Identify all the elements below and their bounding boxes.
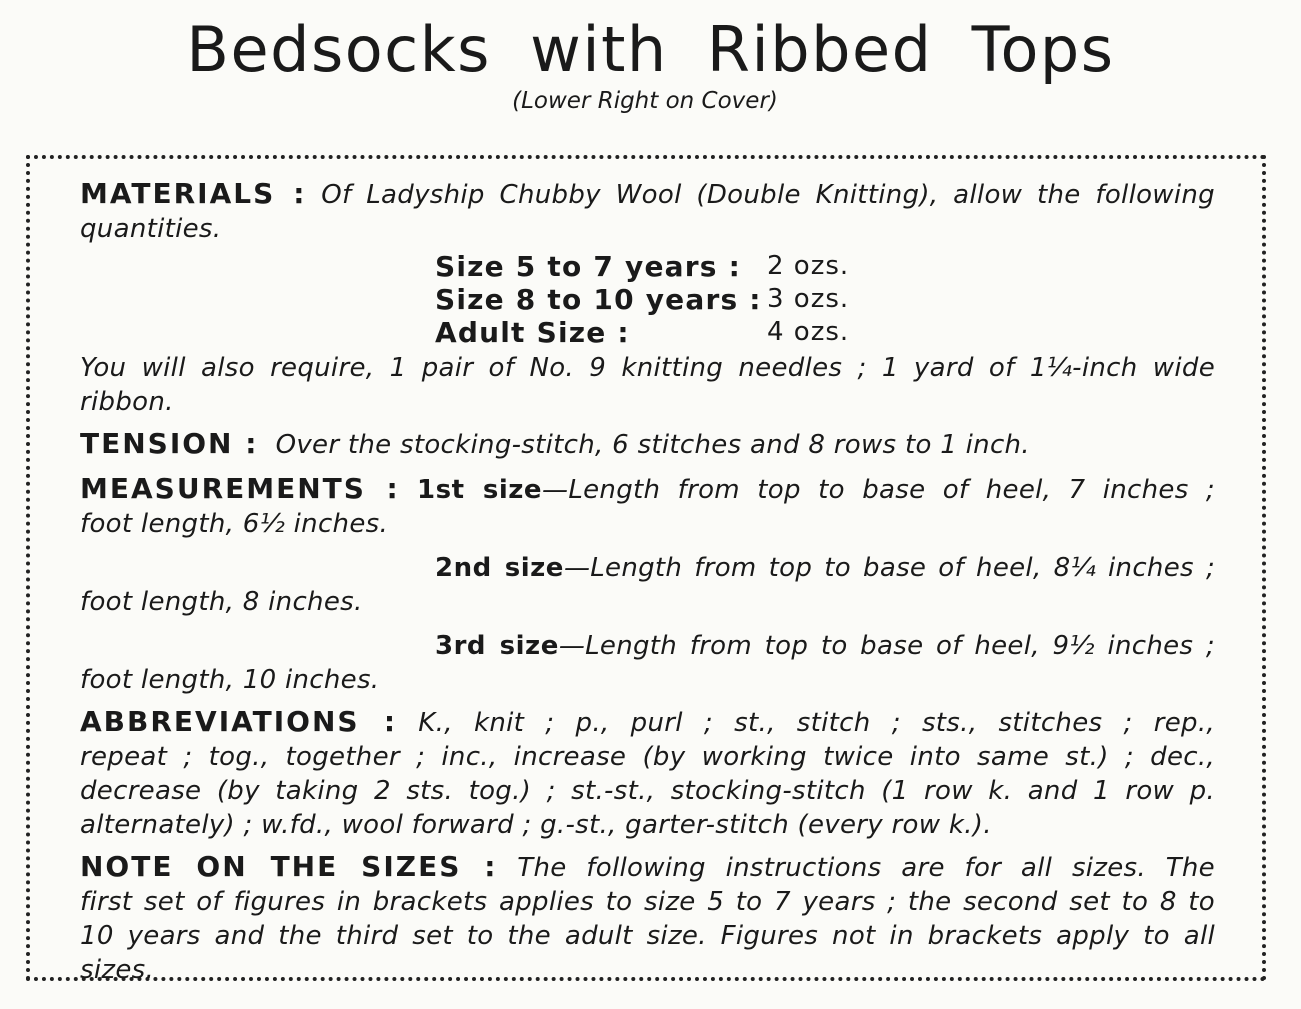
size-row bbox=[435, 250, 1215, 283]
size-label: Adult Size : bbox=[435, 316, 630, 349]
size-row bbox=[435, 283, 1215, 316]
page-title: Bedsocks with Ribbed Tops bbox=[186, 13, 1115, 86]
materials-heading: MATERIALS : bbox=[80, 177, 307, 210]
abbreviations-heading: ABBREVIATIONS : bbox=[80, 705, 398, 738]
note-line-4: sizes. bbox=[80, 955, 155, 985]
measurement-size-label: 3rd size bbox=[435, 631, 559, 661]
measurement-size-label: 1st size bbox=[417, 475, 543, 505]
materials-line-1 bbox=[80, 177, 1215, 212]
measurement-detail: —Length from top to base of heel, 8¼ inches ; bbox=[563, 553, 1215, 583]
abbreviations-line-2: repeat ; tog., together ; inc., increase (by working twice into same st.) ; dec., bbox=[80, 742, 1215, 772]
size-quantity: 3 ozs. bbox=[767, 284, 850, 314]
materials-text: Of Ladyship Chubby Wool (Double Knitting), allow the following bbox=[321, 180, 1215, 210]
pattern-content bbox=[80, 177, 1215, 987]
tension-text: Over the stocking-stitch, 6 stitches and 8 rows to 1 inch. bbox=[275, 430, 1030, 460]
note-line-1 bbox=[80, 850, 1215, 885]
measurement-size-label: 2nd size bbox=[435, 553, 564, 583]
measurement-detail: —Length from top to base of heel, 9½ inches ; bbox=[558, 631, 1215, 661]
abbreviations-line-4: alternately) ; w.fd., wool forward ; g.-st., garter-stitch (every row k.). bbox=[80, 810, 992, 840]
size-label: Size 5 to 7 years : bbox=[435, 250, 741, 283]
note-text: The following instructions are for all sizes. The bbox=[517, 853, 1215, 883]
size-row bbox=[435, 316, 1215, 349]
measurement-foot: foot length, 6½ inches. bbox=[80, 509, 389, 539]
measurements-heading: MEASUREMENTS : bbox=[80, 472, 400, 505]
tension-section bbox=[80, 427, 1215, 462]
abbreviations-line-3: decrease (by taking 2 sts. tog.) ; st.-st., stocking-stitch (1 row k. and 1 row p. bbox=[80, 776, 1215, 806]
measurement-detail: —Length from top to base of heel, 7 inches ; bbox=[542, 475, 1215, 505]
note-line-3: 10 years and the third set to the adult size. Figures not in brackets apply to all bbox=[80, 921, 1215, 951]
measurement-line-1 bbox=[80, 472, 1215, 507]
materials-line-2: quantities. bbox=[80, 214, 222, 244]
page-subtitle: (Lower Right on Cover) bbox=[512, 88, 778, 114]
require-line-1: You will also require, 1 pair of No. 9 knitting needles ; 1 yard of 1¼-inch wide bbox=[80, 353, 1215, 383]
measurement-line-3 bbox=[80, 629, 1215, 663]
abbreviations-text: K., knit ; p., purl ; st., stitch ; sts., stitches ; rep., bbox=[418, 708, 1215, 738]
materials-size-table bbox=[435, 250, 1215, 349]
note-heading: NOTE ON THE SIZES : bbox=[80, 850, 498, 883]
note-line-2: first set of figures in brackets applies to size 5 to 7 years ; the second set to 8 to bbox=[80, 887, 1215, 917]
measurement-foot: foot length, 8 inches. bbox=[80, 587, 363, 617]
require-line-2: ribbon. bbox=[80, 387, 174, 417]
measurement-foot: foot length, 10 inches. bbox=[80, 665, 380, 695]
size-quantity: 4 ozs. bbox=[767, 317, 850, 347]
tension-heading: TENSION : bbox=[80, 427, 259, 460]
size-label: Size 8 to 10 years : bbox=[435, 283, 762, 316]
measurement-line-2 bbox=[80, 551, 1215, 585]
size-quantity: 2 ozs. bbox=[767, 251, 850, 281]
abbreviations-line-1 bbox=[80, 705, 1215, 740]
